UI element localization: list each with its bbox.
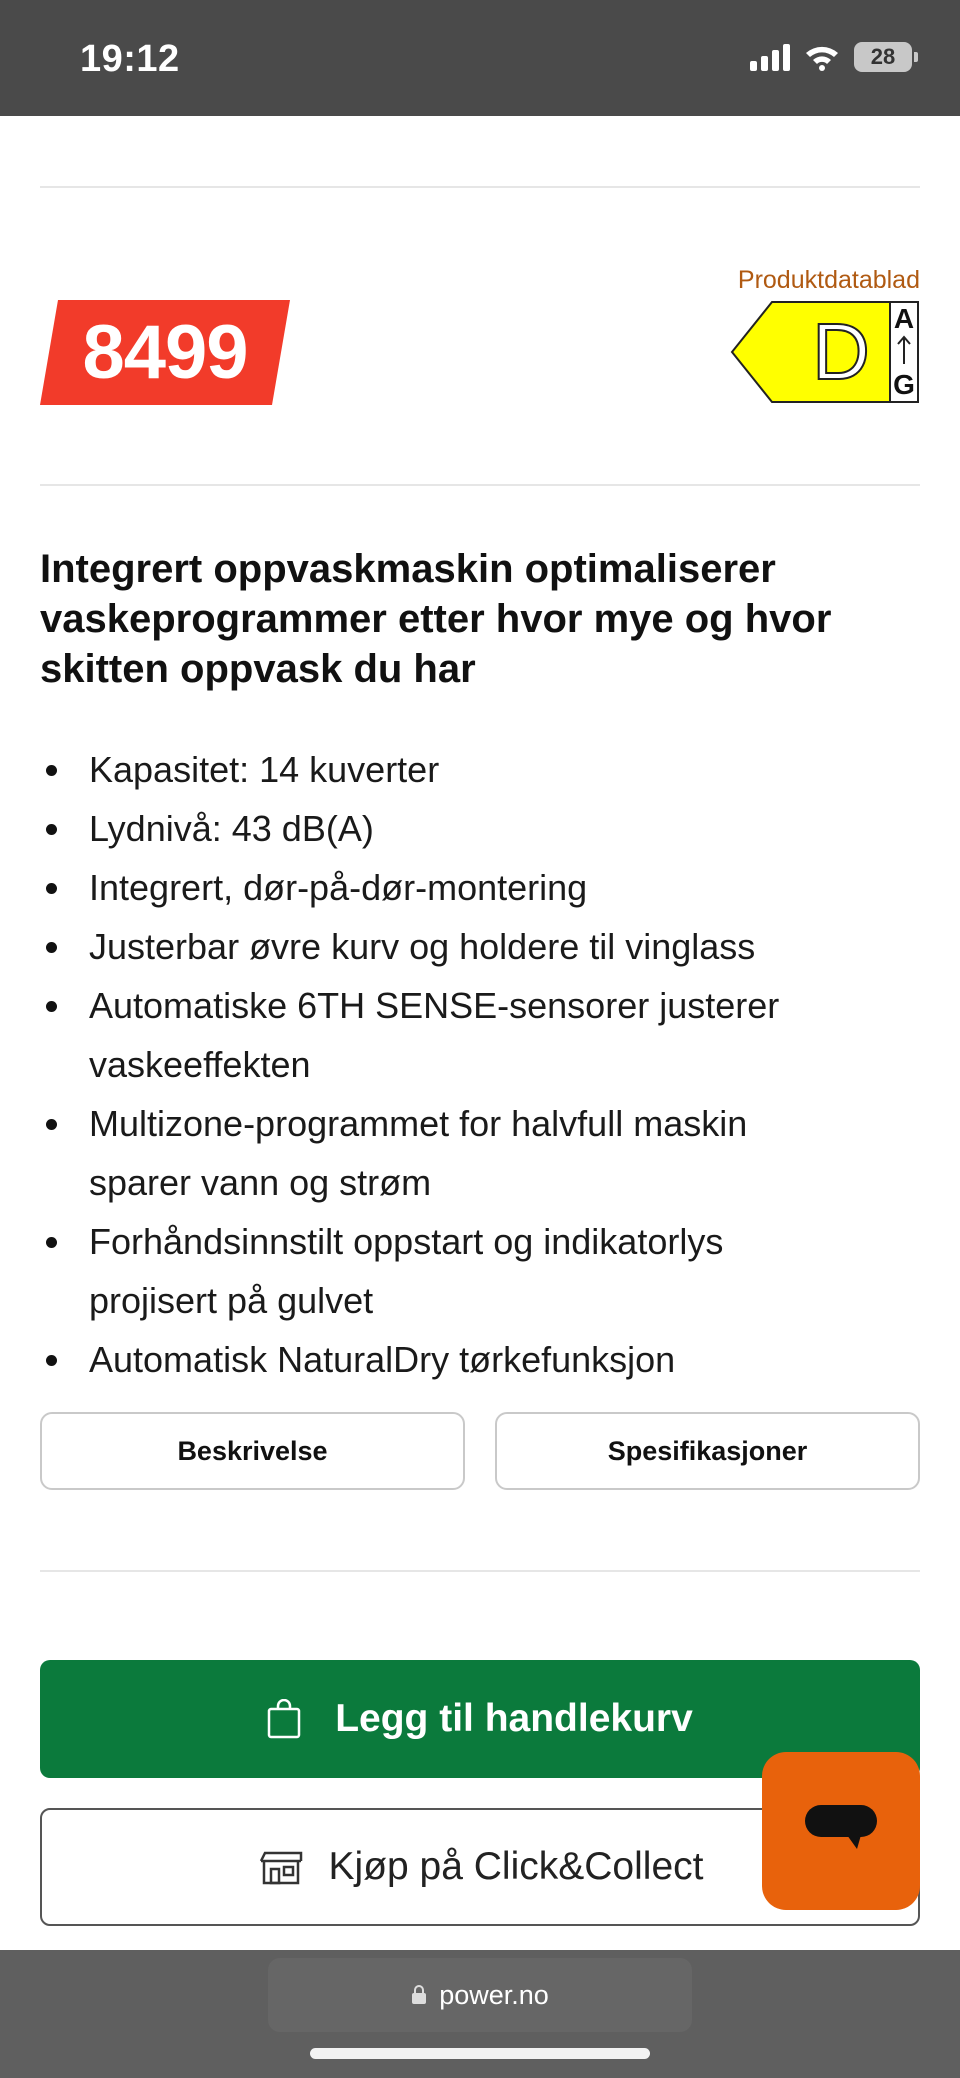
wifi-icon — [804, 43, 840, 71]
energy-scale-bottom: G — [893, 369, 915, 400]
lock-icon — [411, 1985, 427, 2005]
click-collect-label: Kjøp på Click&Collect — [328, 1845, 704, 1888]
url-text: power.no — [439, 1979, 549, 2010]
list-item: Automatiske 6TH SENSE-sensorer justerer vaskeeffekten — [40, 976, 850, 1094]
list-item: Justerbar øvre kurv og holdere til vinglass — [40, 917, 920, 976]
chat-icon — [803, 1801, 879, 1861]
list-item: Kapasitet: 14 kuverter — [40, 740, 920, 799]
divider — [40, 484, 920, 486]
list-item: Forhåndsinnstilt oppstart og indikatorlys projisert på gulvet — [40, 1212, 850, 1330]
status-time: 19:12 — [80, 38, 180, 80]
status-bar — [0, 0, 960, 116]
add-to-cart-label: Legg til handlekurv — [335, 1697, 693, 1740]
browser-bottom-bar — [0, 1950, 960, 2078]
product-headline: Integrert oppvaskmaskin optimaliserer vaskeprogrammer etter hvor mye og hvor skitten oppvask du har — [40, 547, 832, 691]
tab-description[interactable]: Beskrivelse — [40, 1412, 465, 1490]
energy-label[interactable] — [730, 300, 920, 404]
address-bar[interactable] — [268, 1958, 692, 2032]
energy-class: D — [812, 307, 870, 396]
tab-specifications[interactable]: Spesifikasjoner — [495, 1412, 920, 1490]
list-item: Lydnivå: 43 dB(A) — [40, 799, 920, 858]
feature-list — [40, 740, 920, 1389]
shopping-bag-icon — [267, 1699, 301, 1739]
list-item: Automatisk NaturalDry tørkefunksjon — [40, 1330, 920, 1389]
divider — [40, 186, 920, 188]
store-icon — [257, 1849, 305, 1885]
chat-button[interactable] — [762, 1752, 920, 1910]
status-icons — [750, 42, 912, 72]
energy-scale-top: A — [893, 303, 915, 334]
list-item: Integrert, dør-på-dør-montering — [40, 858, 920, 917]
divider — [40, 1570, 920, 1572]
home-indicator — [310, 2048, 650, 2059]
list-item: Multizone-programmet for halvfull maskin sparer vann og strøm — [40, 1094, 850, 1212]
price-value: 8499 — [82, 310, 248, 395]
signal-icon — [750, 43, 790, 71]
battery-icon: 28 — [854, 42, 912, 72]
price-tag — [40, 300, 290, 405]
product-datasheet-link[interactable]: Produktdatablad — [737, 266, 920, 294]
